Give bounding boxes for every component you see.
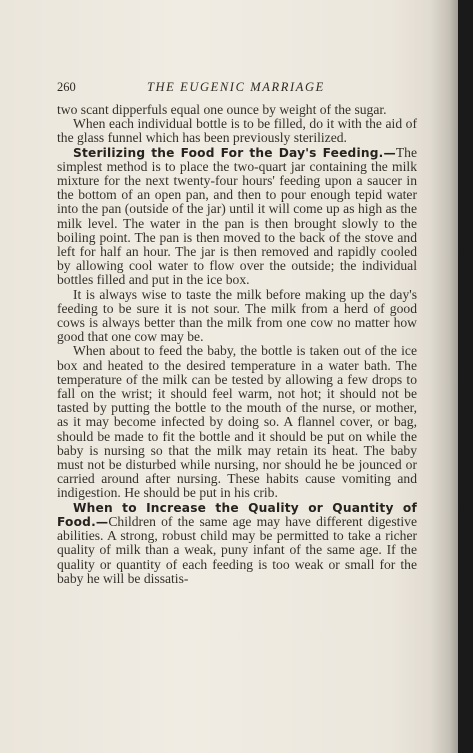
section-heading: When to Increase the Quality or Quantity of Food.— [57, 500, 417, 529]
page-edge-shadow [430, 0, 458, 753]
paragraph-text: Children of the same age may have different digestive abilities. A strong, robust child may be permitted to take a richer quality of milk than a weak, puny infant of the same age. If the quality or quantity of each feeding is too weak or small for the baby he will be dissatis- [57, 513, 417, 586]
paragraph-text: When about to feed the baby, the bottle is taken out of the ice box and heated to the desired temperature in a water bath. The temperature of the milk can be tested by allowing a few drops to fall on the wrist; it should feel warm, not hot; it should not be tasted by putting the bottle to the mouth of the nurse, or mother, as it may become infected by doing so. A flannel cover, or bag, should be made to fit the bottle and it should be put on while the baby is nursing so that the milk may retain its heat. The baby must not be disturbed while nursing, nor should he be jounced or carried around after nursing. These habits cause vomiting and indigestion. He should be put in his crib. [57, 343, 417, 501]
page-header [57, 80, 440, 98]
section-heading: Sterilizing the Food For the Day's Feeding.— [73, 145, 396, 160]
paragraph [57, 344, 417, 500]
paragraph [57, 117, 417, 145]
paragraph-text: The simplest method is to place the two-quart jar containing the milk mixture for the next twenty-four hours' feeding upon a saucer in the bottom of an open pan, and then to pour enough tepid water into the pan (outside of the jar) until it will come up as high as the milk level. The water in the pan is then brought slowly to the boiling point. The pan is then moved to the back of the stove and left for half an hour. The jar is then removed and rapidly cooled by allowing cool water to flow over the outside; the individual bottles filled and put in the ice box. [57, 144, 417, 288]
body-text [57, 103, 417, 586]
paragraph [57, 103, 417, 117]
paragraph [57, 288, 417, 345]
paragraph-text: When each individual bottle is to be filled, do it with the aid of the glass funnel which has been previously sterilized. [57, 116, 417, 146]
paragraph [57, 501, 417, 586]
running-head: THE EUGENIC MARRIAGE [147, 80, 325, 94]
paragraph [57, 146, 417, 288]
page-number: 260 [57, 80, 76, 94]
paragraph-text: two scant dipperfuls equal one ounce by weight of the sugar. [57, 102, 387, 117]
paragraph-text: It is always wise to taste the milk before making up the day's feeding to be sure it is not sour. The milk from a herd of good cows is always better than the milk from one cow no matter how good that one cow may be. [57, 286, 417, 345]
